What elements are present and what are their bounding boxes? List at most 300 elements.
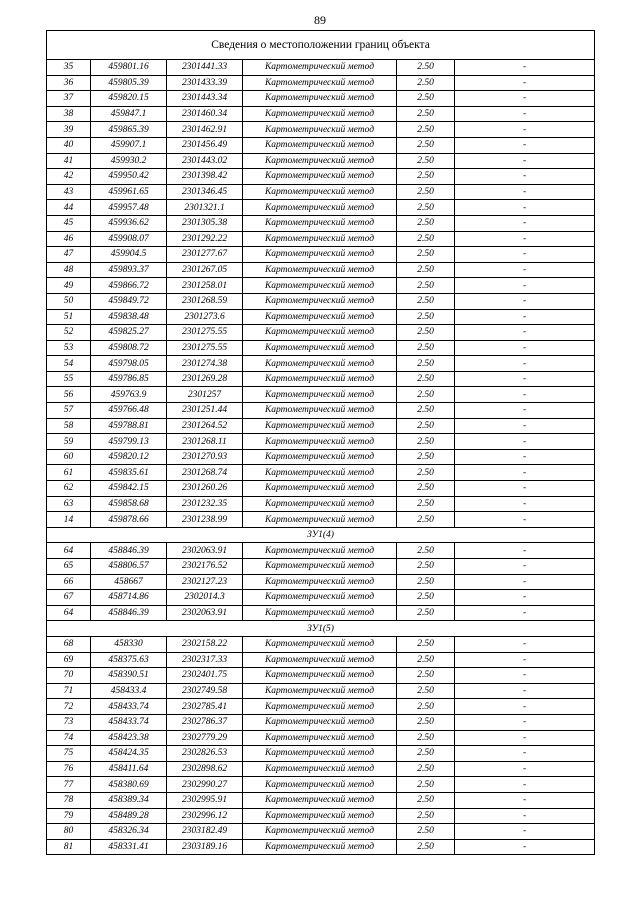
x-coordinate-cell: 459930.2: [91, 153, 167, 169]
precision-cell: 2.50: [397, 574, 455, 590]
y-coordinate-cell: 2301268.74: [167, 465, 243, 481]
y-coordinate-cell: 2301238.99: [167, 512, 243, 528]
y-coordinate-cell: 2302990.27: [167, 777, 243, 793]
y-coordinate-cell: 2301273.6: [167, 309, 243, 325]
point-number-cell: 39: [47, 122, 91, 138]
x-coordinate-cell: 459798.05: [91, 356, 167, 372]
description-cell: -: [455, 449, 595, 465]
point-number-cell: 37: [47, 91, 91, 107]
section-label: ЗУ1(4): [47, 527, 595, 543]
point-number-cell: 73: [47, 714, 91, 730]
method-cell: Картометрический метод: [243, 777, 397, 793]
table-row: [47, 153, 595, 169]
x-coordinate-cell: 459865.39: [91, 122, 167, 138]
y-coordinate-cell: 2302749.58: [167, 683, 243, 699]
table-row: [47, 481, 595, 497]
method-cell: Картометрический метод: [243, 481, 397, 497]
table-row: [47, 60, 595, 76]
method-cell: Картометрический метод: [243, 247, 397, 263]
table-row: [47, 215, 595, 231]
table-row: [47, 247, 595, 263]
precision-cell: 2.50: [397, 122, 455, 138]
precision-cell: 2.50: [397, 605, 455, 621]
table-row: [47, 340, 595, 356]
description-cell: -: [455, 122, 595, 138]
description-cell: -: [455, 356, 595, 372]
x-coordinate-cell: 459908.07: [91, 231, 167, 247]
description-cell: -: [455, 808, 595, 824]
y-coordinate-cell: 2301443.02: [167, 153, 243, 169]
table-row: [47, 590, 595, 606]
method-cell: Картометрический метод: [243, 746, 397, 762]
x-coordinate-cell: 459786.85: [91, 371, 167, 387]
y-coordinate-cell: 2302127.23: [167, 574, 243, 590]
table-row: [47, 325, 595, 341]
point-number-cell: 64: [47, 605, 91, 621]
description-cell: -: [455, 730, 595, 746]
method-cell: Картометрический метод: [243, 137, 397, 153]
table-title-row: [47, 31, 595, 60]
description-cell: -: [455, 262, 595, 278]
point-number-cell: 77: [47, 777, 91, 793]
table-row: [47, 824, 595, 840]
table-row: [47, 403, 595, 419]
table-row: [47, 465, 595, 481]
method-cell: Картометрический метод: [243, 371, 397, 387]
point-number-cell: 44: [47, 200, 91, 216]
precision-cell: 2.50: [397, 652, 455, 668]
y-coordinate-cell: 2301270.93: [167, 449, 243, 465]
point-number-cell: 62: [47, 481, 91, 497]
y-coordinate-cell: 2302785.41: [167, 699, 243, 715]
description-cell: -: [455, 91, 595, 107]
table-row: [47, 636, 595, 652]
precision-cell: 2.50: [397, 808, 455, 824]
point-number-cell: 56: [47, 387, 91, 403]
description-cell: -: [455, 371, 595, 387]
x-coordinate-cell: 459907.1: [91, 137, 167, 153]
y-coordinate-cell: 2301441.33: [167, 60, 243, 76]
precision-cell: 2.50: [397, 761, 455, 777]
method-cell: Картометрический метод: [243, 106, 397, 122]
x-coordinate-cell: 459788.81: [91, 418, 167, 434]
table-row: [47, 231, 595, 247]
description-cell: -: [455, 325, 595, 341]
method-cell: Картометрический метод: [243, 200, 397, 216]
precision-cell: 2.50: [397, 169, 455, 185]
table-row: [47, 699, 595, 715]
point-number-cell: 58: [47, 418, 91, 434]
description-cell: -: [455, 824, 595, 840]
description-cell: -: [455, 512, 595, 528]
method-cell: Картометрический метод: [243, 434, 397, 450]
description-cell: -: [455, 278, 595, 294]
table-row: [47, 668, 595, 684]
table-row: [47, 200, 595, 216]
precision-cell: 2.50: [397, 75, 455, 91]
point-number-cell: 65: [47, 559, 91, 575]
precision-cell: 2.50: [397, 496, 455, 512]
point-number-cell: 40: [47, 137, 91, 153]
x-coordinate-cell: 459835.61: [91, 465, 167, 481]
method-cell: Картометрический метод: [243, 605, 397, 621]
point-number-cell: 64: [47, 543, 91, 559]
point-number-cell: 52: [47, 325, 91, 341]
y-coordinate-cell: 2301305.38: [167, 215, 243, 231]
table-row: [47, 761, 595, 777]
table-row: [47, 91, 595, 107]
precision-cell: 2.50: [397, 559, 455, 575]
method-cell: Картометрический метод: [243, 184, 397, 200]
description-cell: -: [455, 777, 595, 793]
method-cell: Картометрический метод: [243, 75, 397, 91]
x-coordinate-cell: 458846.39: [91, 543, 167, 559]
point-number-cell: 72: [47, 699, 91, 715]
description-cell: -: [455, 683, 595, 699]
table-row: [47, 730, 595, 746]
y-coordinate-cell: 2302779.29: [167, 730, 243, 746]
table-row: [47, 371, 595, 387]
description-cell: -: [455, 746, 595, 762]
point-number-cell: 69: [47, 652, 91, 668]
table-row: [47, 418, 595, 434]
table-row: [47, 122, 595, 138]
table-row: [47, 559, 595, 575]
x-coordinate-cell: 459820.15: [91, 91, 167, 107]
description-cell: -: [455, 137, 595, 153]
y-coordinate-cell: 2301398.42: [167, 169, 243, 185]
point-number-cell: 63: [47, 496, 91, 512]
method-cell: Картометрический метод: [243, 403, 397, 419]
point-number-cell: 42: [47, 169, 91, 185]
method-cell: Картометрический метод: [243, 683, 397, 699]
y-coordinate-cell: 2301433.39: [167, 75, 243, 91]
y-coordinate-cell: 2302317.33: [167, 652, 243, 668]
method-cell: Картометрический метод: [243, 543, 397, 559]
precision-cell: 2.50: [397, 512, 455, 528]
x-coordinate-cell: 458389.34: [91, 792, 167, 808]
description-cell: -: [455, 340, 595, 356]
x-coordinate-cell: 459799.13: [91, 434, 167, 450]
precision-cell: 2.50: [397, 668, 455, 684]
method-cell: Картометрический метод: [243, 449, 397, 465]
x-coordinate-cell: 459936.62: [91, 215, 167, 231]
section-header-row: [47, 621, 595, 637]
table-row: [47, 574, 595, 590]
method-cell: Картометрический метод: [243, 60, 397, 76]
x-coordinate-cell: 459849.72: [91, 293, 167, 309]
description-cell: -: [455, 247, 595, 263]
description-cell: -: [455, 792, 595, 808]
description-cell: -: [455, 403, 595, 419]
y-coordinate-cell: 2301232.35: [167, 496, 243, 512]
y-coordinate-cell: 2301267.05: [167, 262, 243, 278]
point-number-cell: 80: [47, 824, 91, 840]
precision-cell: 2.50: [397, 247, 455, 263]
point-number-cell: 53: [47, 340, 91, 356]
precision-cell: 2.50: [397, 434, 455, 450]
description-cell: -: [455, 636, 595, 652]
x-coordinate-cell: 459763.9: [91, 387, 167, 403]
description-cell: -: [455, 60, 595, 76]
description-cell: -: [455, 465, 595, 481]
precision-cell: 2.50: [397, 590, 455, 606]
method-cell: Картометрический метод: [243, 387, 397, 403]
table-row: [47, 106, 595, 122]
method-cell: Картометрический метод: [243, 169, 397, 185]
precision-cell: 2.50: [397, 215, 455, 231]
table-row: [47, 652, 595, 668]
y-coordinate-cell: 2302176.52: [167, 559, 243, 575]
precision-cell: 2.50: [397, 683, 455, 699]
table-row: [47, 449, 595, 465]
y-coordinate-cell: 2301274.38: [167, 356, 243, 372]
method-cell: Картометрический метод: [243, 714, 397, 730]
description-cell: -: [455, 215, 595, 231]
table-row: [47, 746, 595, 762]
x-coordinate-cell: 458375.63: [91, 652, 167, 668]
y-coordinate-cell: 2301443.34: [167, 91, 243, 107]
x-coordinate-cell: 459838.48: [91, 309, 167, 325]
method-cell: Картометрический метод: [243, 652, 397, 668]
precision-cell: 2.50: [397, 200, 455, 216]
method-cell: Картометрический метод: [243, 122, 397, 138]
x-coordinate-cell: 458326.34: [91, 824, 167, 840]
x-coordinate-cell: 458489.28: [91, 808, 167, 824]
table-row: [47, 543, 595, 559]
method-cell: Картометрический метод: [243, 325, 397, 341]
y-coordinate-cell: 2303182.49: [167, 824, 243, 840]
table-row: [47, 356, 595, 372]
description-cell: -: [455, 543, 595, 559]
method-cell: Картометрический метод: [243, 262, 397, 278]
y-coordinate-cell: 2302014.3: [167, 590, 243, 606]
description-cell: -: [455, 153, 595, 169]
y-coordinate-cell: 2301292.22: [167, 231, 243, 247]
x-coordinate-cell: 458433.4: [91, 683, 167, 699]
description-cell: -: [455, 652, 595, 668]
table-row: [47, 792, 595, 808]
y-coordinate-cell: 2302826.53: [167, 746, 243, 762]
table-row: [47, 184, 595, 200]
precision-cell: 2.50: [397, 356, 455, 372]
section-header-row: [47, 527, 595, 543]
y-coordinate-cell: 2301251.44: [167, 403, 243, 419]
table-row: [47, 496, 595, 512]
x-coordinate-cell: 459766.48: [91, 403, 167, 419]
precision-cell: 2.50: [397, 106, 455, 122]
precision-cell: 2.50: [397, 465, 455, 481]
y-coordinate-cell: 2302063.91: [167, 605, 243, 621]
method-cell: Картометрический метод: [243, 465, 397, 481]
y-coordinate-cell: 2302063.91: [167, 543, 243, 559]
point-number-cell: 66: [47, 574, 91, 590]
x-coordinate-cell: 459847.1: [91, 106, 167, 122]
description-cell: -: [455, 169, 595, 185]
method-cell: Картометрический метод: [243, 293, 397, 309]
y-coordinate-cell: 2302158.22: [167, 636, 243, 652]
description-cell: -: [455, 761, 595, 777]
precision-cell: 2.50: [397, 387, 455, 403]
method-cell: Картометрический метод: [243, 356, 397, 372]
table-row: [47, 137, 595, 153]
y-coordinate-cell: 2301257: [167, 387, 243, 403]
precision-cell: 2.50: [397, 137, 455, 153]
precision-cell: 2.50: [397, 278, 455, 294]
x-coordinate-cell: 458411.64: [91, 761, 167, 777]
method-cell: Картометрический метод: [243, 231, 397, 247]
method-cell: Картометрический метод: [243, 574, 397, 590]
x-coordinate-cell: 458433.74: [91, 714, 167, 730]
method-cell: Картометрический метод: [243, 636, 397, 652]
table-title: Сведения о местоположении границ объекта: [47, 31, 595, 60]
table-row: [47, 262, 595, 278]
description-cell: -: [455, 574, 595, 590]
point-number-cell: 71: [47, 683, 91, 699]
x-coordinate-cell: 458714.86: [91, 590, 167, 606]
y-coordinate-cell: 2301258.01: [167, 278, 243, 294]
y-coordinate-cell: 2301321.1: [167, 200, 243, 216]
point-number-cell: 54: [47, 356, 91, 372]
precision-cell: 2.50: [397, 153, 455, 169]
precision-cell: 2.50: [397, 824, 455, 840]
method-cell: Картометрический метод: [243, 91, 397, 107]
point-number-cell: 75: [47, 746, 91, 762]
method-cell: Картометрический метод: [243, 668, 397, 684]
x-coordinate-cell: 458423.38: [91, 730, 167, 746]
point-number-cell: 38: [47, 106, 91, 122]
point-number-cell: 78: [47, 792, 91, 808]
precision-cell: 2.50: [397, 325, 455, 341]
point-number-cell: 74: [47, 730, 91, 746]
x-coordinate-cell: 459950.42: [91, 169, 167, 185]
description-cell: -: [455, 231, 595, 247]
point-number-cell: 76: [47, 761, 91, 777]
y-coordinate-cell: 2301460.34: [167, 106, 243, 122]
x-coordinate-cell: 458424.35: [91, 746, 167, 762]
x-coordinate-cell: 458330: [91, 636, 167, 652]
description-cell: -: [455, 434, 595, 450]
description-cell: -: [455, 293, 595, 309]
x-coordinate-cell: 459825.27: [91, 325, 167, 341]
precision-cell: 2.50: [397, 699, 455, 715]
table-row: [47, 387, 595, 403]
y-coordinate-cell: 2302898.62: [167, 761, 243, 777]
y-coordinate-cell: 2301277.67: [167, 247, 243, 263]
description-cell: -: [455, 481, 595, 497]
description-cell: -: [455, 200, 595, 216]
table-row: [47, 512, 595, 528]
x-coordinate-cell: 459866.72: [91, 278, 167, 294]
precision-cell: 2.50: [397, 636, 455, 652]
x-coordinate-cell: 459961.65: [91, 184, 167, 200]
method-cell: Картометрический метод: [243, 792, 397, 808]
point-number-cell: 57: [47, 403, 91, 419]
description-cell: -: [455, 75, 595, 91]
description-cell: -: [455, 106, 595, 122]
x-coordinate-cell: 458667: [91, 574, 167, 590]
x-coordinate-cell: 458380.69: [91, 777, 167, 793]
y-coordinate-cell: 2301268.11: [167, 434, 243, 450]
description-cell: -: [455, 559, 595, 575]
precision-cell: 2.50: [397, 60, 455, 76]
method-cell: Картометрический метод: [243, 824, 397, 840]
table-row: [47, 293, 595, 309]
x-coordinate-cell: 459805.39: [91, 75, 167, 91]
y-coordinate-cell: 2302786.37: [167, 714, 243, 730]
y-coordinate-cell: 2302401.75: [167, 668, 243, 684]
point-number-cell: 70: [47, 668, 91, 684]
table-row: [47, 808, 595, 824]
x-coordinate-cell: 459893.37: [91, 262, 167, 278]
description-cell: -: [455, 839, 595, 855]
y-coordinate-cell: 2301275.55: [167, 325, 243, 341]
point-number-cell: 45: [47, 215, 91, 231]
precision-cell: 2.50: [397, 792, 455, 808]
precision-cell: 2.50: [397, 262, 455, 278]
method-cell: Картометрический метод: [243, 808, 397, 824]
x-coordinate-cell: 459808.72: [91, 340, 167, 356]
x-coordinate-cell: 459842.15: [91, 481, 167, 497]
method-cell: Картометрический метод: [243, 730, 397, 746]
method-cell: Картометрический метод: [243, 418, 397, 434]
precision-cell: 2.50: [397, 543, 455, 559]
point-number-cell: 60: [47, 449, 91, 465]
precision-cell: 2.50: [397, 449, 455, 465]
table-row: [47, 683, 595, 699]
y-coordinate-cell: 2301260.26: [167, 481, 243, 497]
section-label: ЗУ1(5): [47, 621, 595, 637]
boundary-coordinates-table: [46, 30, 595, 855]
point-number-cell: 79: [47, 808, 91, 824]
precision-cell: 2.50: [397, 184, 455, 200]
precision-cell: 2.50: [397, 91, 455, 107]
description-cell: -: [455, 605, 595, 621]
x-coordinate-cell: 459878.66: [91, 512, 167, 528]
x-coordinate-cell: 459957.48: [91, 200, 167, 216]
precision-cell: 2.50: [397, 839, 455, 855]
description-cell: -: [455, 387, 595, 403]
table-row: [47, 75, 595, 91]
y-coordinate-cell: 2301462.91: [167, 122, 243, 138]
precision-cell: 2.50: [397, 340, 455, 356]
y-coordinate-cell: 2301269.28: [167, 371, 243, 387]
table-row: [47, 714, 595, 730]
method-cell: Картометрический метод: [243, 278, 397, 294]
description-cell: -: [455, 309, 595, 325]
point-number-cell: 35: [47, 60, 91, 76]
method-cell: Картометрический метод: [243, 215, 397, 231]
x-coordinate-cell: 459820.12: [91, 449, 167, 465]
point-number-cell: 14: [47, 512, 91, 528]
precision-cell: 2.50: [397, 293, 455, 309]
point-number-cell: 61: [47, 465, 91, 481]
method-cell: Картометрический метод: [243, 699, 397, 715]
point-number-cell: 67: [47, 590, 91, 606]
description-cell: -: [455, 590, 595, 606]
precision-cell: 2.50: [397, 746, 455, 762]
method-cell: Картометрический метод: [243, 309, 397, 325]
point-number-cell: 47: [47, 247, 91, 263]
precision-cell: 2.50: [397, 371, 455, 387]
point-number-cell: 68: [47, 636, 91, 652]
point-number-cell: 43: [47, 184, 91, 200]
precision-cell: 2.50: [397, 481, 455, 497]
method-cell: Картометрический метод: [243, 340, 397, 356]
y-coordinate-cell: 2302996.12: [167, 808, 243, 824]
method-cell: Картометрический метод: [243, 559, 397, 575]
precision-cell: 2.50: [397, 403, 455, 419]
